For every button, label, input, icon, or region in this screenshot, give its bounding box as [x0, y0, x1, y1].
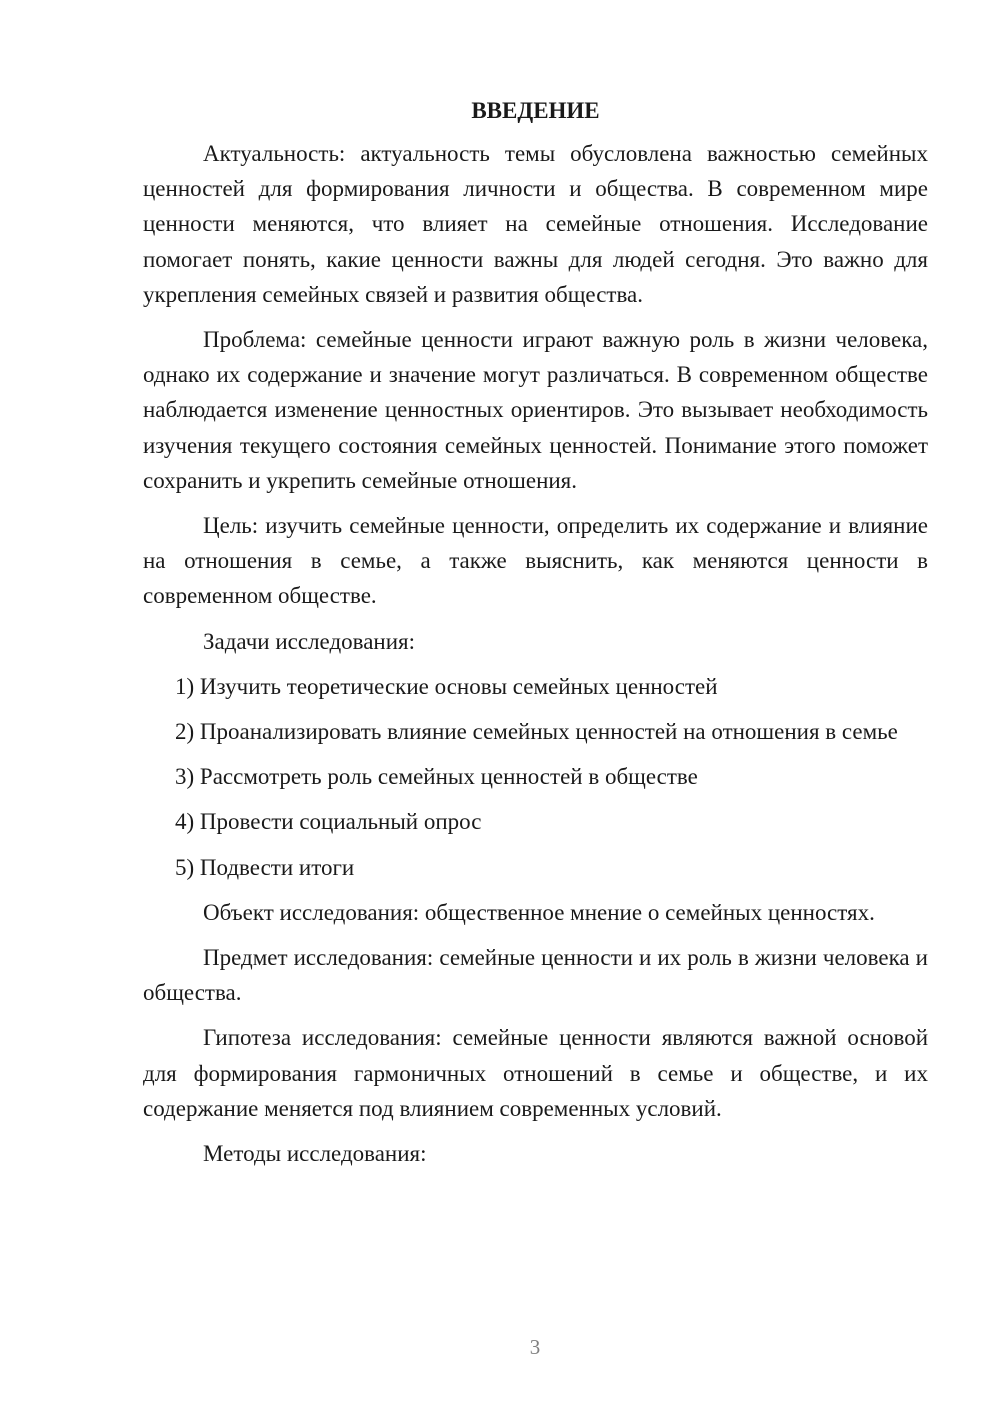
- section-heading: ВВЕДЕНИЕ: [471, 98, 600, 123]
- task-item-4: 4) Провести социальный опрос: [175, 809, 482, 835]
- task-item-3: 3) Рассмотреть роль семейных ценностей в обществе: [175, 764, 698, 790]
- page-number: 3: [529, 1335, 541, 1359]
- paragraph-problem: Проблема: семейные ценности играют важную роль в жизни человека, однако их содержание и значение могут различаться. В современном обществе наблюдается изменение ценностных ориентиров. Это вызывает необходимость изучения текущего состояния семейных ценностей. Понимание этого поможет сохранить и укрепить семейные отношения.: [143, 327, 928, 493]
- paragraph-goal: Цель: изучить семейные ценности, определить их содержание и влияние на отношения в семье, а также выяснить, как меняются ценности в современном обществе.: [143, 513, 928, 609]
- tasks-title: Задачи исследования:: [203, 628, 416, 654]
- paragraph-hypothesis: Гипотеза исследования: семейные ценности являются важной основой для формирования гармоничных отношений в семье и обществе, и их содержание меняется под влиянием современных условий.: [143, 1025, 928, 1121]
- task-item-1: 1) Изучить теоретические основы семейных ценностей: [175, 673, 718, 699]
- task-item-2: 2) Проанализировать влияние семейных ценностей на отношения в семье: [175, 719, 898, 745]
- methods-title: Методы исследования:: [203, 1141, 427, 1167]
- task-item-5: 5) Подвести итоги: [175, 854, 355, 880]
- paragraph-subject: Предмет исследования: семейные ценности и их роль в жизни человека и общества.: [143, 945, 928, 1006]
- paragraph-relevance: Актуальность: актуальность темы обусловлена важностью семейных ценностей для формирования личности и общества. В современном мире ценности меняются, что влияет на семейные отношения. Исследование помогает понять, какие ценности важны для людей сегодня. Это важно для укрепления семейных связей и развития общества.: [143, 141, 928, 307]
- paragraph-object: Объект исследования: общественное мнение о семейных ценностях.: [203, 899, 875, 925]
- page-content: [143, 96, 928, 1181]
